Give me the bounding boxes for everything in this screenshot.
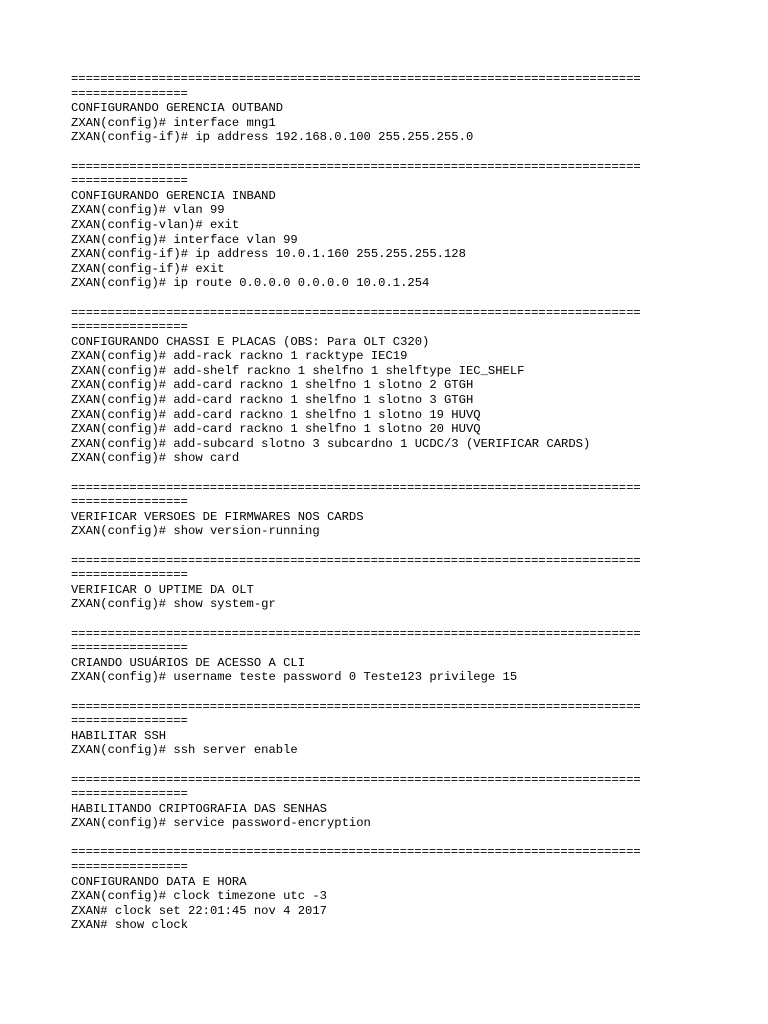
command-line: ZXAN(config)# interface vlan 99	[71, 232, 298, 247]
section-gerencia-outband	[71, 72, 761, 145]
separator-line: ==============================================================================	[71, 772, 641, 787]
separator-line-wrap: ================	[71, 320, 188, 335]
section-title: VERIFICAR O UPTIME DA OLT	[71, 582, 254, 597]
separator-line: ==============================================================================	[71, 72, 641, 86]
section-title: CRIANDO USUÁRIOS DE ACESSO A CLI	[71, 655, 306, 670]
separator-line: ==============================================================================	[71, 159, 641, 174]
separator-line: ==============================================================================	[71, 626, 641, 641]
section-title: HABILITANDO CRIPTOGRAFIA DAS SENHAS	[71, 801, 327, 816]
section-criptografia-senhas	[71, 773, 761, 831]
command-line: ZXAN(config)# clock timezone utc -3	[71, 889, 327, 904]
separator-line-wrap: ================	[71, 714, 188, 729]
section-data-hora	[71, 845, 761, 933]
command-line: ZXAN(config)# add-subcard slotno 3 subcardno 1 UCDC/3 (VERIFICAR CARDS)	[71, 436, 591, 451]
command-line: ZXAN(config-vlan)# exit	[71, 217, 240, 232]
separator-line: ==============================================================================	[71, 553, 641, 568]
section-gerencia-inband	[71, 160, 761, 291]
command-line: ZXAN(config)# show card	[71, 451, 240, 466]
separator-line: ==============================================================================	[71, 305, 641, 320]
command-line: ZXAN(config)# service password-encryption	[71, 816, 371, 831]
command-line: ZXAN(config)# add-rack rackno 1 racktype IEC19	[71, 349, 408, 364]
separator-line-wrap: ================	[71, 641, 188, 656]
separator-line-wrap: ================	[71, 787, 188, 802]
separator-line-wrap: ================	[71, 86, 188, 101]
command-line: ZXAN(config-if)# ip address 10.0.1.160 255.255.255.128	[71, 247, 466, 262]
command-line: ZXAN(config)# show version-running	[71, 524, 320, 539]
separator-line-wrap: ================	[71, 860, 188, 875]
section-title: VERIFICAR VERSOES DE FIRMWARES NOS CARDS	[71, 509, 364, 524]
command-line: ZXAN(config-if)# exit	[71, 261, 225, 276]
command-line: ZXAN(config)# ip route 0.0.0.0 0.0.0.0 10.0.1.254	[71, 276, 430, 291]
command-line: ZXAN(config)# add-card rackno 1 shelfno 1 slotno 2 GTGH	[71, 378, 474, 393]
command-line: ZXAN(config)# show system-gr	[71, 597, 276, 612]
command-line: ZXAN# clock set 22:01:45 nov 4 2017	[71, 903, 327, 918]
command-line: ZXAN(config)# username teste password 0 Teste123 privilege 15	[71, 670, 518, 685]
section-title: CONFIGURANDO GERENCIA INBAND	[71, 188, 276, 203]
section-title: CONFIGURANDO CHASSI E PLACAS (OBS: Para OLT C320)	[71, 334, 430, 349]
command-line: ZXAN(config)# vlan 99	[71, 203, 225, 218]
command-line: ZXAN(config)# add-shelf rackno 1 shelfno 1 shelftype IEC_SHELF	[71, 363, 525, 378]
command-line: ZXAN(config-if)# ip address 192.168.0.100 255.255.255.0	[71, 130, 474, 145]
separator-line: ==============================================================================	[71, 480, 641, 495]
command-line: ZXAN(config)# ssh server enable	[71, 743, 298, 758]
command-line: ZXAN# show clock	[71, 918, 189, 933]
document-page	[71, 72, 761, 948]
command-line: ZXAN(config)# add-card rackno 1 shelfno 1 slotno 19 HUVQ	[71, 407, 481, 422]
command-line: ZXAN(config)# interface mng1	[71, 115, 276, 130]
command-line: ZXAN(config)# add-card rackno 1 shelfno 1 slotno 3 GTGH	[71, 393, 474, 408]
command-line: ZXAN(config)# add-card rackno 1 shelfno 1 slotno 20 HUVQ	[71, 422, 481, 437]
section-habilitar-ssh	[71, 700, 761, 758]
separator-line: ==============================================================================	[71, 699, 641, 714]
section-versoes-firmware	[71, 481, 761, 539]
section-title: HABILITAR SSH	[71, 728, 167, 743]
separator-line-wrap: ================	[71, 174, 188, 189]
separator-line-wrap: ================	[71, 568, 188, 583]
section-chassi-placas	[71, 306, 761, 467]
separator-line-wrap: ================	[71, 495, 188, 510]
section-title: CONFIGURANDO DATA E HORA	[71, 874, 247, 889]
separator-line: ==============================================================================	[71, 845, 641, 860]
section-usuarios-cli	[71, 627, 761, 685]
section-title: CONFIGURANDO GERENCIA OUTBAND	[71, 101, 284, 116]
section-uptime-olt	[71, 554, 761, 612]
